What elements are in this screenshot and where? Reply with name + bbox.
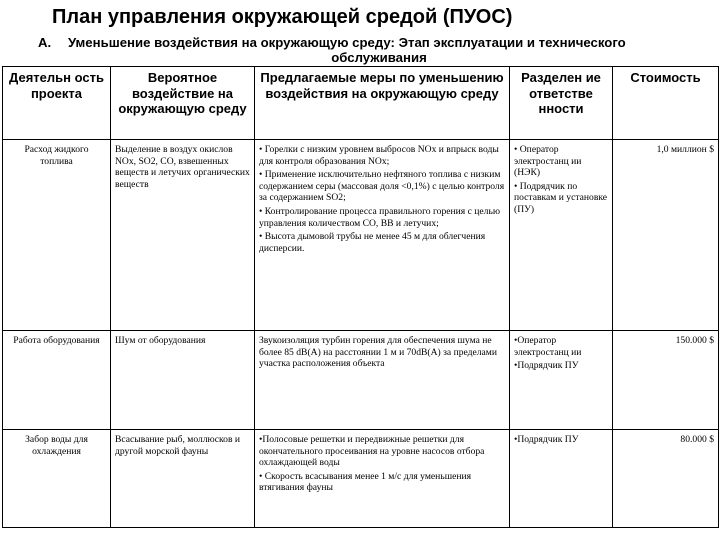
cell-measures [255,140,510,331]
cell-impact: Всасывание рыб, моллюсков и другой морской фауны [111,430,255,528]
measure-item: • Применение исключительно нефтяного топлива с низким содержанием серы (массовая доля <0,1%) с целью контроля за содержанием SO2; [259,169,505,204]
col-header-activity: Деятельн ость проекта [3,67,111,140]
section-subtitle [38,35,720,65]
table-row [3,331,719,430]
environmental-plan-table [2,66,719,528]
cell-cost: 1,0 миллион $ [613,140,719,331]
section-letter: A. [38,35,52,50]
table-header-row [3,67,719,140]
cell-measures [255,430,510,528]
measure-item: • Горелки с низким уровнем выбросов NOx и впрыск воды для контроля образования NOx; [259,144,499,167]
table-row [3,140,719,331]
measure-item: • Скорость всасывания менее 1 м/с для уменьшения втягивания фауны [259,470,472,494]
responsibility-item: •Оператор электростанц ии [514,335,582,358]
col-header-impact: Вероятное воздействие на окружающую среду [111,67,255,140]
cell-responsibility [510,140,613,331]
responsibility-item: • Оператор электростанц ии (НЭК) [514,144,582,179]
subtitle-line-1: Уменьшение воздействия на окружающую среду: Этап эксплуатации и технического [68,35,626,50]
cell-impact: Шум от оборудования [111,331,255,430]
measure-item: • Контролирование процесса правильного горения с целью управления количеством CO, ВВ и летучих; [259,205,500,229]
measure-item: • Высота дымовой трубы не менее 45 м для облегчения дисперсии. [259,231,486,254]
col-header-cost: Стоимость [613,67,719,140]
responsibility-item: •Подрядчик ПУ [514,360,579,372]
cell-cost: 150.000 $ [613,331,719,430]
cell-responsibility [510,430,613,528]
cell-measures [255,331,510,430]
subtitle-line-2: обслуживания [331,50,427,65]
measure-item: •Полосовые решетки и передвижные решетки для окончательного просеивания на уровне насосов отбора охлаждающей воды [259,434,485,469]
cell-activity: Расход жидкого топлива [3,140,111,331]
table-row [3,430,719,528]
col-header-measures: Предлагаемые меры по уменьшению воздействия на окружающую среду [255,67,510,140]
cell-cost: 80.000 $ [613,430,719,528]
cell-activity: Работа оборудования [3,331,111,430]
cell-responsibility [510,331,613,430]
responsibility-item: • Подрядчик по поставкам и установке (ПУ) [514,180,608,215]
col-header-responsibility: Разделен ие ответстве нности [510,67,613,140]
responsibility-item: •Подрядчик ПУ [514,434,579,445]
page-title: План управления окружающей средой (ПУОС) [52,6,513,28]
cell-activity: Забор воды для охлаждения [3,430,111,528]
cell-impact: Выделение в воздух окислов NOx, SO2, CO, взвешенных веществ и летучих органических веществ [111,140,255,331]
measure-item: Звукоизоляция турбин горения для обеспечения шума не более 85 dB(A) на расстоянии 1 м и 70dB(A) за пределами участка расположения объекта [259,335,498,370]
